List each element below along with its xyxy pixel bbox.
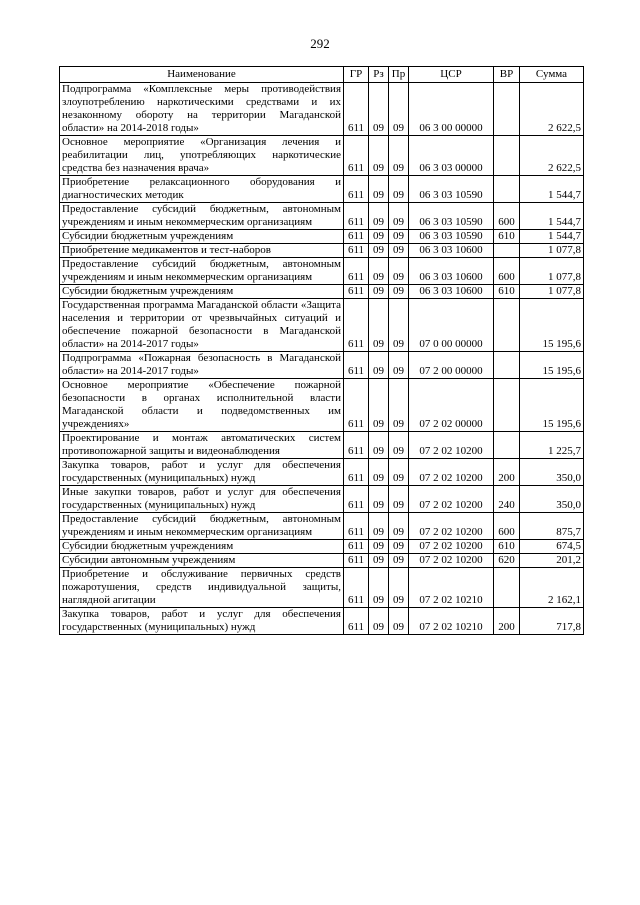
- cell-vr: 620: [494, 554, 520, 568]
- table-row: [60, 83, 584, 136]
- cell-name: Субсидии бюджетным учреждениям: [60, 285, 344, 299]
- table-header-row: [60, 67, 584, 83]
- header-rz: Рз: [369, 67, 389, 83]
- cell-csr: 06 3 03 10590: [409, 176, 494, 203]
- cell-name: Государственная программа Магаданской области «Защита населения и территории от чрезвычайных ситуаций и обеспечение пожарной безопасности в Магаданской области» на 2014-2017 годы»: [60, 299, 344, 352]
- cell-vr: [494, 244, 520, 258]
- cell-csr: 07 2 02 10200: [409, 459, 494, 486]
- cell-sum: 15 195,6: [520, 299, 584, 352]
- cell-gr: 611: [344, 459, 369, 486]
- cell-csr: 06 3 03 10590: [409, 230, 494, 244]
- cell-sum: 1 077,8: [520, 258, 584, 285]
- cell-rz: 09: [369, 459, 389, 486]
- cell-name: Субсидии бюджетным учреждениям: [60, 540, 344, 554]
- cell-sum: 717,8: [520, 608, 584, 635]
- cell-sum: 1 225,7: [520, 432, 584, 459]
- cell-pr: 09: [389, 203, 409, 230]
- cell-vr: 240: [494, 486, 520, 513]
- cell-sum: 1 544,7: [520, 230, 584, 244]
- cell-sum: 1 544,7: [520, 176, 584, 203]
- cell-vr: [494, 568, 520, 608]
- cell-vr: 610: [494, 230, 520, 244]
- table-row: [60, 540, 584, 554]
- cell-vr: [494, 136, 520, 176]
- cell-pr: 09: [389, 554, 409, 568]
- cell-pr: 09: [389, 136, 409, 176]
- cell-pr: 09: [389, 513, 409, 540]
- cell-gr: 611: [344, 486, 369, 513]
- cell-name: Подпрограмма «Комплексные меры противодействия злоупотреблению наркотическими средствами и их незаконному обороту на территории Магаданской области» на 2014-2018 годы»: [60, 83, 344, 136]
- cell-sum: 15 195,6: [520, 352, 584, 379]
- cell-pr: 09: [389, 244, 409, 258]
- cell-name: Иные закупки товаров, работ и услуг для обеспечения государственных (муниципальных) нужд: [60, 486, 344, 513]
- cell-csr: 07 2 02 10200: [409, 432, 494, 459]
- cell-name: Предоставление субсидий бюджетным, автономным учреждениям и иным некоммерческим организациям: [60, 258, 344, 285]
- cell-rz: 09: [369, 258, 389, 285]
- table-row: [60, 352, 584, 379]
- cell-pr: 09: [389, 568, 409, 608]
- cell-gr: 611: [344, 203, 369, 230]
- cell-csr: 07 2 02 10210: [409, 608, 494, 635]
- cell-name: Закупка товаров, работ и услуг для обеспечения государственных (муниципальных) нужд: [60, 459, 344, 486]
- cell-rz: 09: [369, 379, 389, 432]
- header-pr: Пр: [389, 67, 409, 83]
- cell-gr: 611: [344, 608, 369, 635]
- table-row: [60, 176, 584, 203]
- cell-vr: [494, 83, 520, 136]
- cell-name: Субсидии бюджетным учреждениям: [60, 230, 344, 244]
- cell-gr: 611: [344, 136, 369, 176]
- header-sum: Сумма: [520, 67, 584, 83]
- cell-rz: 09: [369, 352, 389, 379]
- cell-rz: 09: [369, 299, 389, 352]
- cell-name: Проектирование и монтаж автоматических систем противопожарной защиты и видеонаблюдения: [60, 432, 344, 459]
- cell-name: Подпрограмма «Пожарная безопасность в Магаданской области» на 2014-2017 годы»: [60, 352, 344, 379]
- cell-pr: 09: [389, 285, 409, 299]
- cell-vr: 600: [494, 258, 520, 285]
- header-csr: ЦСР: [409, 67, 494, 83]
- cell-vr: 200: [494, 459, 520, 486]
- table-body: [60, 83, 584, 635]
- cell-vr: 610: [494, 540, 520, 554]
- cell-name: Субсидии автономным учреждениям: [60, 554, 344, 568]
- cell-pr: 09: [389, 299, 409, 352]
- cell-vr: [494, 176, 520, 203]
- cell-rz: 09: [369, 203, 389, 230]
- budget-table: [59, 66, 584, 635]
- cell-gr: 611: [344, 83, 369, 136]
- cell-csr: 07 2 02 10200: [409, 513, 494, 540]
- cell-csr: 06 3 00 00000: [409, 83, 494, 136]
- cell-name: Предоставление субсидий бюджетным, автономным учреждениям и иным некоммерческим организациям: [60, 513, 344, 540]
- table-row: [60, 554, 584, 568]
- cell-vr: 610: [494, 285, 520, 299]
- cell-gr: 611: [344, 176, 369, 203]
- table-row: [60, 258, 584, 285]
- cell-csr: 06 3 03 00000: [409, 136, 494, 176]
- table-row: [60, 203, 584, 230]
- cell-csr: 07 2 02 10200: [409, 486, 494, 513]
- cell-name: Приобретение релаксационного оборудования и диагностических методик: [60, 176, 344, 203]
- cell-csr: 07 2 00 00000: [409, 352, 494, 379]
- cell-pr: 09: [389, 608, 409, 635]
- cell-name: Приобретение медикаментов и тест-наборов: [60, 244, 344, 258]
- cell-rz: 09: [369, 83, 389, 136]
- table-row: [60, 244, 584, 258]
- cell-gr: 611: [344, 352, 369, 379]
- cell-gr: 611: [344, 513, 369, 540]
- cell-name: Закупка товаров, работ и услуг для обеспечения государственных (муниципальных) нужд: [60, 608, 344, 635]
- cell-name: Приобретение и обслуживание первичных средств пожаротушения, средств индивидуальной защиты, наглядной агитации: [60, 568, 344, 608]
- cell-gr: 611: [344, 230, 369, 244]
- cell-rz: 09: [369, 230, 389, 244]
- cell-rz: 09: [369, 568, 389, 608]
- cell-gr: 611: [344, 568, 369, 608]
- page-number: 292: [310, 36, 330, 51]
- cell-sum: 1 544,7: [520, 203, 584, 230]
- table-row: [60, 285, 584, 299]
- cell-gr: 611: [344, 540, 369, 554]
- cell-pr: 09: [389, 352, 409, 379]
- table-row: [60, 379, 584, 432]
- table-row: [60, 568, 584, 608]
- table-row: [60, 299, 584, 352]
- cell-rz: 09: [369, 176, 389, 203]
- cell-rz: 09: [369, 486, 389, 513]
- cell-csr: 06 3 03 10600: [409, 258, 494, 285]
- cell-gr: 611: [344, 432, 369, 459]
- table-row: [60, 513, 584, 540]
- table-row: [60, 459, 584, 486]
- cell-sum: 2 622,5: [520, 136, 584, 176]
- cell-rz: 09: [369, 136, 389, 176]
- cell-rz: 09: [369, 513, 389, 540]
- table-row: [60, 486, 584, 513]
- cell-pr: 09: [389, 432, 409, 459]
- cell-vr: 600: [494, 513, 520, 540]
- header-vr: ВР: [494, 67, 520, 83]
- cell-sum: 875,7: [520, 513, 584, 540]
- cell-gr: 611: [344, 554, 369, 568]
- cell-rz: 09: [369, 608, 389, 635]
- header-name: Наименование: [60, 67, 344, 83]
- cell-pr: 09: [389, 459, 409, 486]
- cell-csr: 07 2 02 10200: [409, 540, 494, 554]
- header-gr: ГР: [344, 67, 369, 83]
- cell-sum: 2 622,5: [520, 83, 584, 136]
- table-row: [60, 230, 584, 244]
- table-row: [60, 136, 584, 176]
- cell-sum: 350,0: [520, 486, 584, 513]
- cell-vr: 200: [494, 608, 520, 635]
- cell-vr: [494, 299, 520, 352]
- cell-sum: 674,5: [520, 540, 584, 554]
- cell-gr: 611: [344, 285, 369, 299]
- cell-rz: 09: [369, 554, 389, 568]
- cell-csr: 07 2 02 10210: [409, 568, 494, 608]
- cell-vr: [494, 379, 520, 432]
- cell-csr: 07 2 02 00000: [409, 379, 494, 432]
- cell-pr: 09: [389, 176, 409, 203]
- cell-name: Основное мероприятие «Организация лечения и реабилитации лиц, употребляющих наркотические средства без назначения врача»: [60, 136, 344, 176]
- cell-pr: 09: [389, 258, 409, 285]
- cell-csr: 06 3 03 10600: [409, 285, 494, 299]
- table-row: [60, 608, 584, 635]
- cell-sum: 350,0: [520, 459, 584, 486]
- cell-sum: 2 162,1: [520, 568, 584, 608]
- cell-name: Основное мероприятие «Обеспечение пожарной безопасности в органах исполнительной власти Магаданской области и подведомственных им учреждениях»: [60, 379, 344, 432]
- cell-sum: 15 195,6: [520, 379, 584, 432]
- cell-gr: 611: [344, 258, 369, 285]
- cell-pr: 09: [389, 379, 409, 432]
- cell-csr: 06 3 03 10590: [409, 203, 494, 230]
- cell-vr: 600: [494, 203, 520, 230]
- table-row: [60, 432, 584, 459]
- cell-name: Предоставление субсидий бюджетным, автономным учреждениям и иным некоммерческим организациям: [60, 203, 344, 230]
- cell-pr: 09: [389, 486, 409, 513]
- cell-gr: 611: [344, 244, 369, 258]
- cell-vr: [494, 352, 520, 379]
- cell-csr: 07 2 02 10200: [409, 554, 494, 568]
- cell-sum: 201,2: [520, 554, 584, 568]
- cell-sum: 1 077,8: [520, 285, 584, 299]
- cell-pr: 09: [389, 230, 409, 244]
- cell-pr: 09: [389, 540, 409, 554]
- cell-csr: 07 0 00 00000: [409, 299, 494, 352]
- cell-rz: 09: [369, 540, 389, 554]
- cell-rz: 09: [369, 432, 389, 459]
- cell-sum: 1 077,8: [520, 244, 584, 258]
- cell-vr: [494, 432, 520, 459]
- cell-csr: 06 3 03 10600: [409, 244, 494, 258]
- cell-rz: 09: [369, 244, 389, 258]
- cell-gr: 611: [344, 299, 369, 352]
- cell-rz: 09: [369, 285, 389, 299]
- cell-gr: 611: [344, 379, 369, 432]
- cell-pr: 09: [389, 83, 409, 136]
